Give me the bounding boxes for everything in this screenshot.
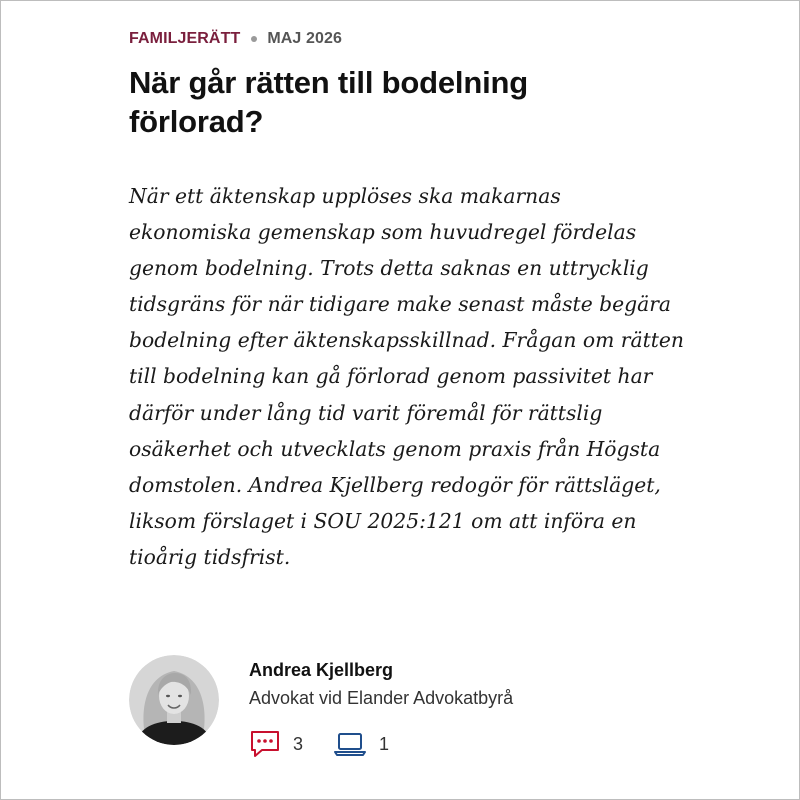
comments-count: 3 [293, 733, 304, 754]
author-portrait [129, 655, 219, 745]
article-title: När går rätten till bodelning förlorad? [129, 65, 528, 139]
author-role: Advokat vid Elander Advokatbyrå [249, 688, 514, 708]
comments-button[interactable] [249, 729, 303, 759]
publish-date: MAJ 2026 [267, 30, 342, 47]
comment-bubble-icon [249, 729, 281, 759]
devices-button[interactable] [333, 731, 389, 757]
author-info [249, 655, 513, 759]
category-link[interactable]: FAMILJERÄTT [129, 30, 241, 47]
article-actions [249, 729, 513, 759]
author-avatar[interactable] [129, 655, 219, 745]
devices-count: 1 [379, 733, 390, 754]
article-meta [129, 27, 689, 51]
article-lead: När ett äktenskap upplöses ska makarnas ekonomiska gemenskap som huvudregel fördelas genom bodelning. Trots detta saknas en uttrycklig tidsgräns för när tidigare make senast måste begära bodelning efter äktenskapsskillnad. Frågan om rätten till bodelning kan gå förlorad genom passivitet har därför under lång tid varit föremål för rättslig osäkerhet och utvecklats genom praxis från Högsta domstolen. Andrea Kjellberg redogör för rättsläget, liksom förslaget i SOU 2025:121 om att införa en tioårig tidsfrist. [129, 184, 684, 569]
laptop-icon [333, 731, 367, 757]
separator-dot [251, 36, 257, 42]
author-block [129, 655, 513, 759]
author-name[interactable]: Andrea Kjellberg [249, 660, 394, 680]
article [129, 27, 689, 575]
